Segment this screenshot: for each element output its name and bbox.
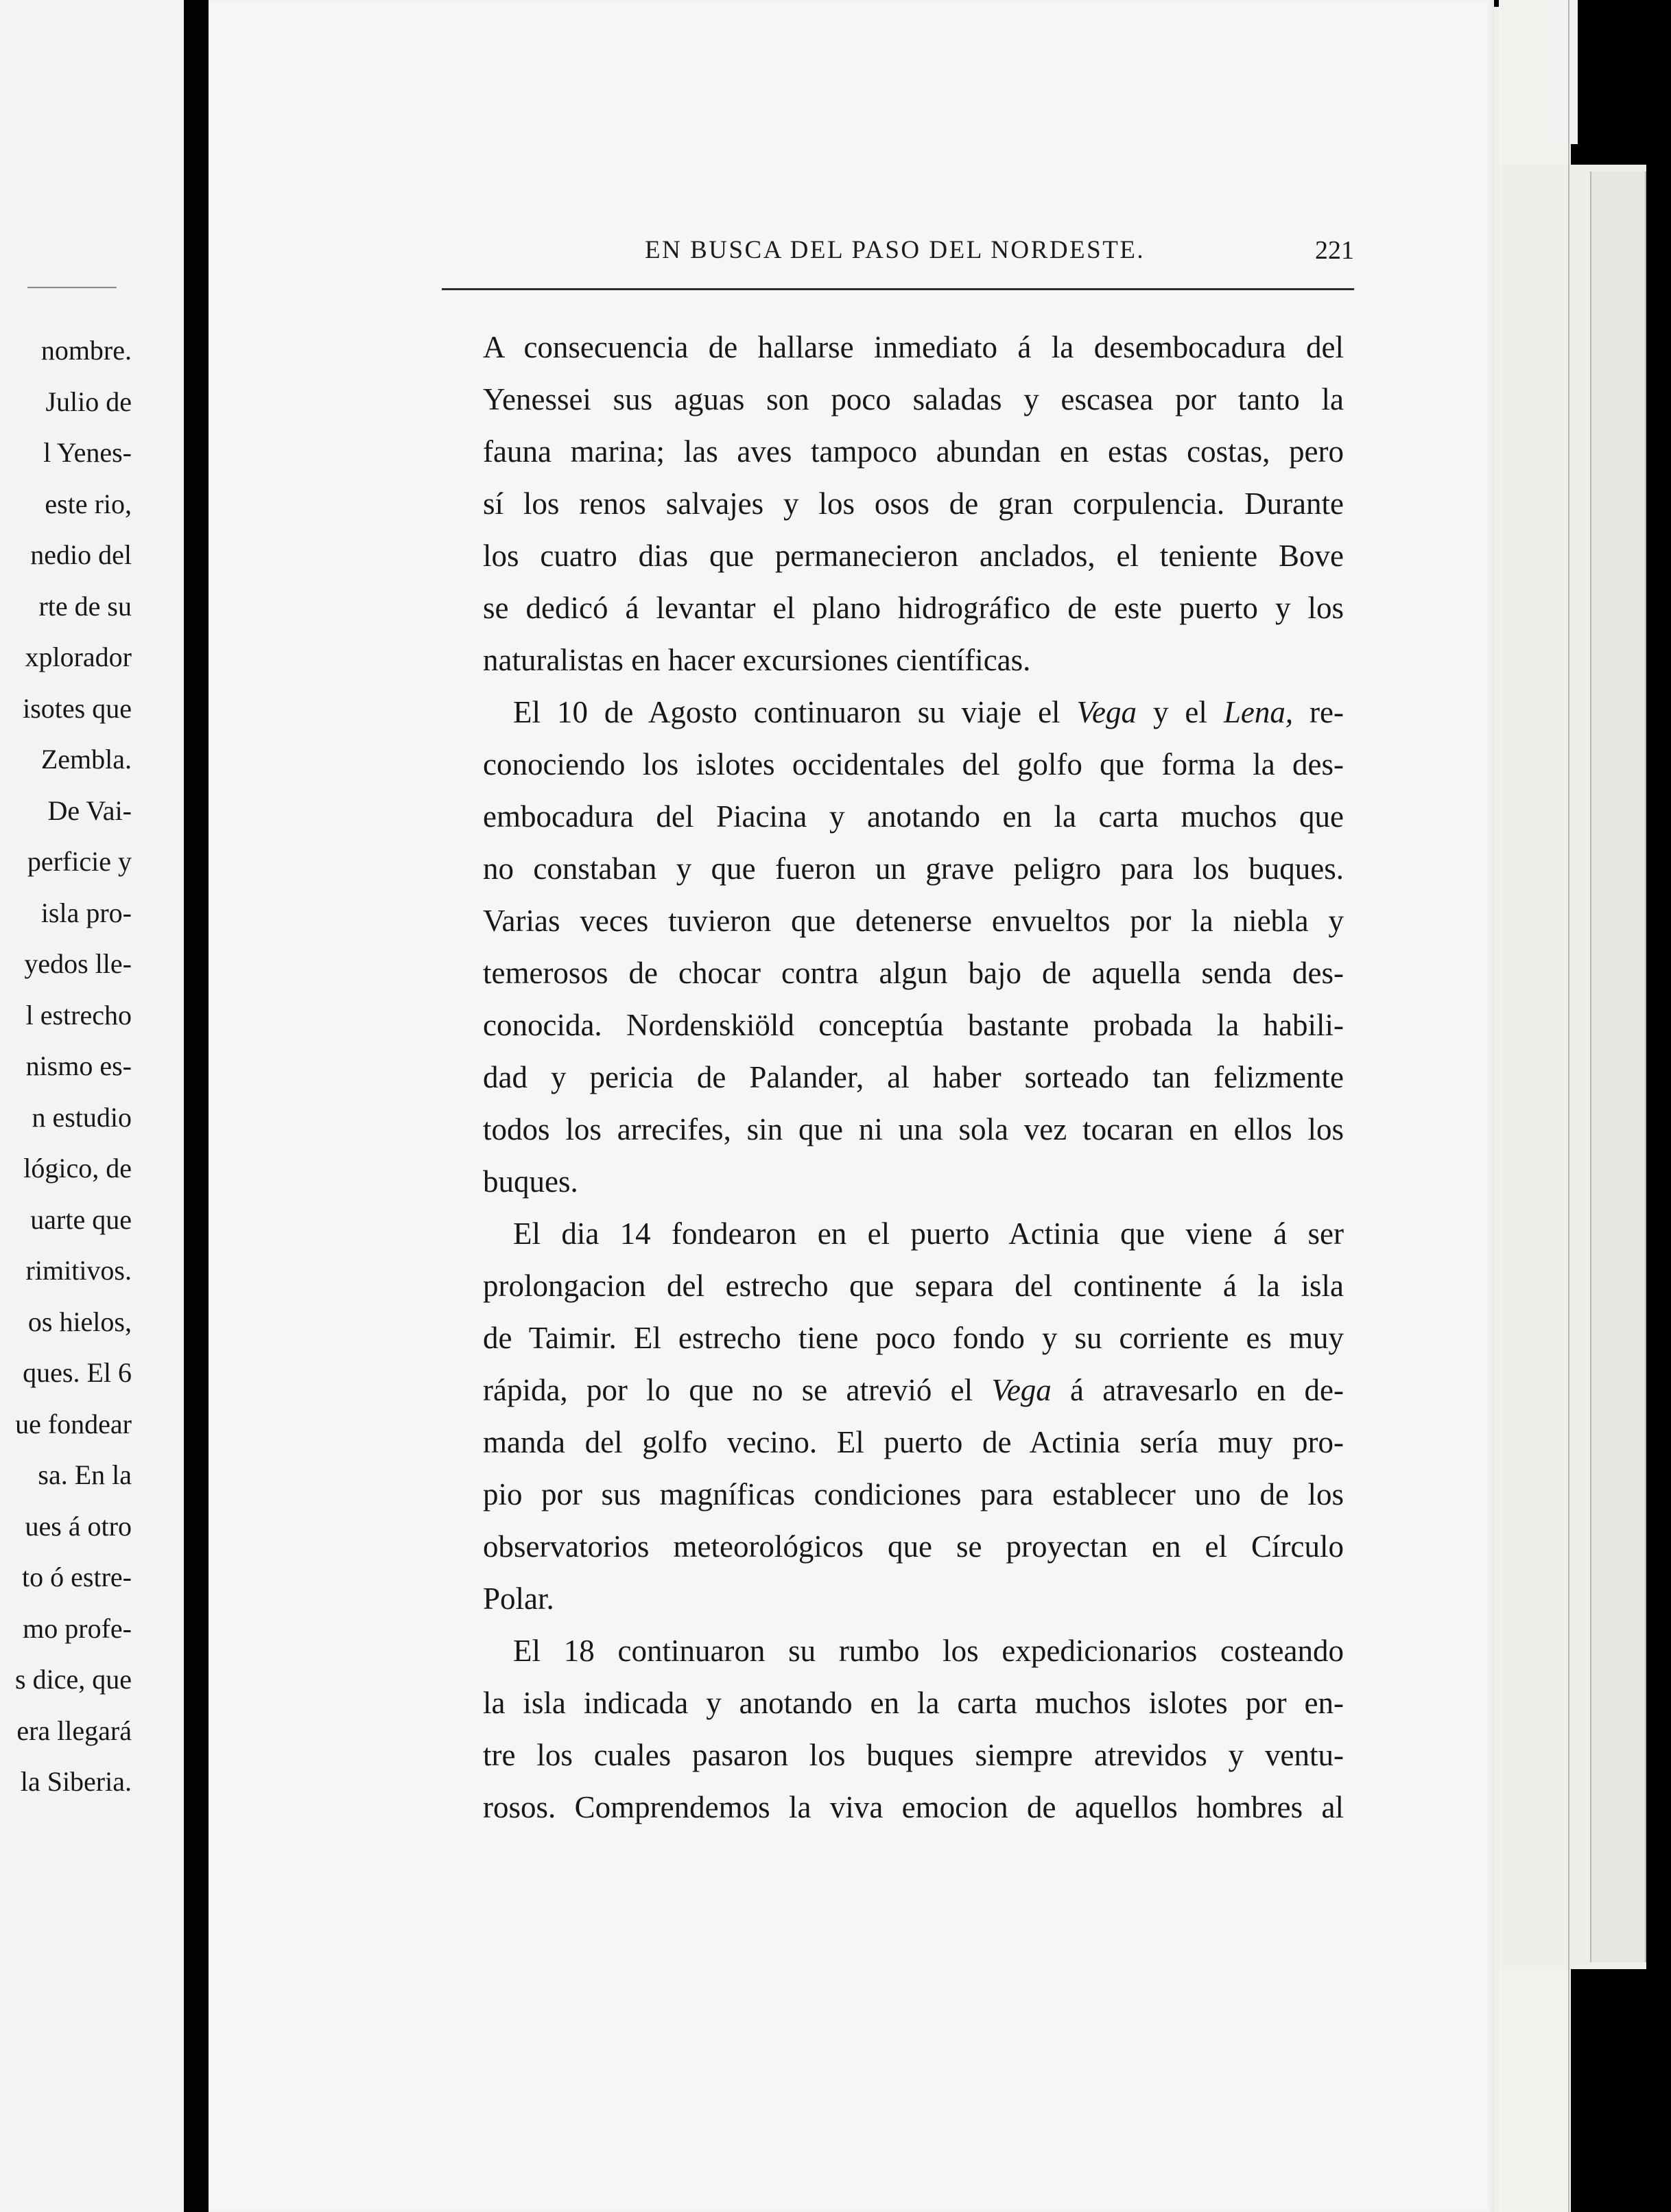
facing-line: sa. En la [38,1459,132,1490]
ship-name: Vega [991,1373,1052,1407]
text-line: rosos. Comprendemos la viva emocion de aquellos hombres al [483,1790,1344,1824]
facing-line: os hielos, [27,1306,132,1337]
text-line: pio por sus magníficas condiciones para establecer uno de los [483,1477,1344,1511]
ship-name: Lena, [1223,695,1294,729]
text-line: fauna marina; las aves tampoco abundan en estas costas, pero [483,434,1344,469]
text-line: de Taimir. El estrecho tiene poco fondo y su corriente es muy [483,1321,1344,1355]
facing-line: este rio, [45,488,132,519]
facing-line: to ó estre- [22,1562,132,1592]
facing-line: ues á otro [25,1510,132,1542]
text-line [483,686,1344,738]
facing-page-fragment [0,0,184,2212]
text-line: embocadura del Piacina y anotando en la carta muchos que [483,799,1344,834]
text-run: re- [1293,695,1344,729]
ship-name: Vega [1076,695,1137,729]
facing-line: Zembla. [40,744,132,775]
text-line: A consecuencia de hallarse inmediato á la desembocadura del [483,330,1344,364]
facing-line: nedio del [30,539,132,570]
facing-line: De Vai- [47,795,132,826]
running-header [442,228,1354,272]
header-rule [442,288,1354,290]
book-page [209,0,1494,2212]
text-run: El 10 de Agosto continuaron su viaje el [513,695,1077,729]
text-line: manda del golfo vecino. El puerto de Actinia sería muy pro- [483,1425,1344,1459]
text-line: El dia 14 fondearon en el puerto Actinia que viene á ser [513,1216,1344,1251]
facing-line: era llegará [16,1715,132,1746]
text-line [483,1364,1344,1416]
paragraph [483,321,1344,686]
facing-page-text [15,325,132,1808]
text-line: los cuatro dias que permanecieron anclados, el teniente Bove [483,539,1344,573]
text-line: no constaban y que fueron un grave peligro para los buques. [483,851,1344,886]
page-edge-line [1645,172,1646,1962]
paragraph [483,1625,1344,1833]
facing-line: isotes que [23,692,132,724]
text-line: prolongacion del estrecho que separa del continente á la isla [483,1269,1344,1303]
text-line: la isla indicada y anotando en la carta muchos islotes por en- [483,1686,1344,1720]
facing-line: nismo es- [25,1050,132,1081]
facing-line: la Siberia. [20,1766,132,1797]
paragraph [483,686,1344,1208]
text-line: sí los renos salvajes y los osos de gran corpulencia. Durante [483,486,1344,521]
text-line: tre los cuales pasaron los buques siempre atrevidos y ventu- [483,1738,1344,1772]
facing-line: ue fondear [15,1408,132,1439]
facing-line: s dice, que [15,1664,132,1695]
page-edge-line [1568,0,1569,2212]
facing-line: isla pro- [40,897,132,928]
facing-line: rte de su [38,590,132,622]
facing-line: lógico, de [23,1153,132,1184]
text-line: dad y pericia de Palander, al haber sorteado tan felizmente [483,1060,1344,1094]
page-edge-line [1590,172,1591,1962]
text-line: se dedicó á levantar el plano hidrográfico de este puerto y los [483,591,1344,625]
text-run: y el [1137,695,1224,729]
facing-line: ques. El 6 [23,1357,132,1388]
facing-line: yedos lle- [24,948,132,979]
page-edge [1550,0,1578,144]
text-line: observatorios meteorológicos que se proyectan en el Círculo [483,1529,1344,1564]
book-gutter [184,0,209,2212]
facing-line: l Yenes- [43,437,132,468]
facing-line: n estudio [32,1101,132,1133]
text-line: Polar. [483,1581,554,1616]
paragraph [483,1208,1344,1625]
facing-line: l estrecho [25,999,132,1031]
body-text [483,321,1344,1833]
text-line: buques. [483,1164,578,1199]
facing-line: Julio de [45,386,132,417]
page-edge [1591,172,1646,1962]
text-line: Yenessei sus aguas son poco saladas y escasea por tanto la [483,382,1344,416]
facing-line: rimitivos. [25,1255,132,1286]
text-line: todos los arrecifes, sin que ni una sola vez tocaran en ellos los [483,1112,1344,1146]
facing-line: perficie y [27,846,132,877]
facing-page-header-rule [27,287,117,288]
facing-line: mo profe- [23,1612,132,1644]
page-number: 221 [1315,236,1354,265]
text-run: rápida, por lo que no se atrevió el [483,1373,992,1407]
text-line: naturalistas en hacer excursiones científicas. [483,643,1031,677]
text-line: El 18 continuaron su rumbo los expedicionarios costeando [513,1634,1344,1668]
text-line: conociendo los islotes occidentales del golfo que forma la des- [483,747,1344,781]
facing-line: xplorador [25,642,132,672]
text-line: Varias veces tuvieron que detenerse envueltos por la niebla y [483,904,1344,938]
text-line: temerosos de chocar contra algun bajo de aquella senda des- [483,956,1344,990]
running-title: EN BUSCA DEL PASO DEL NORDESTE. [645,236,1146,264]
facing-line: nombre. [40,335,132,366]
text-line: conocida. Nordenskiöld conceptúa bastante probada la habili- [483,1008,1344,1042]
facing-line: uarte que [30,1203,132,1235]
text-run: á atravesarlo en de- [1051,1373,1344,1407]
